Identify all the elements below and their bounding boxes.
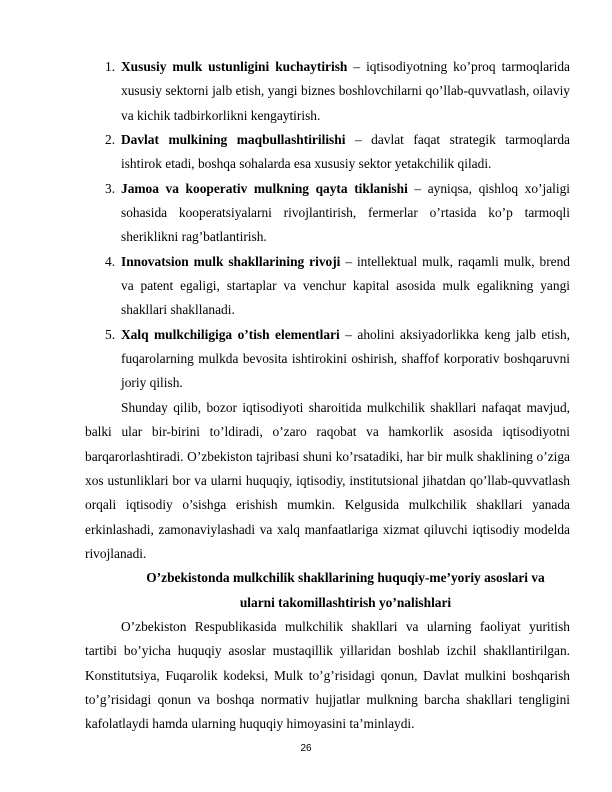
list-item-title: Davlat mulkining maqbullashtirilishi (121, 132, 346, 148)
list-item (85, 55, 570, 128)
list-item (85, 250, 570, 323)
body-paragraph: O’zbekiston Respublikasida mulkchilik shakllari va ularning faoliyat yuritish tartibi bo’yicha huquqiy asoslar mustaqillik yillaridan boshlab izchil shakllantirilgan. Konstitutsiya, Fuqarolik kodeksi, Mulk to’g’risidagi qonun, Davlat mulkini boshqarish to’g’risidagi qonun va boshqa normativ hujjatlar mulkning barcha shakllari tengligini kafolatlaydi hamda ularning huquqiy himoyasini ta’minlaydi. (85, 618, 570, 732)
heading-line: ularni takomillashtirish yo’nalishlari (239, 594, 452, 610)
page-number: 26 (300, 743, 312, 754)
list-number: 3. (105, 180, 116, 196)
document-page (85, 55, 570, 737)
list-item (85, 323, 570, 396)
list-item-title: Xalq mulkchiligiga o’tish elementlari (121, 326, 340, 342)
list-item (85, 128, 570, 177)
list-number: 1. (105, 59, 116, 74)
list-item-text: – davlat faqat strategik tarmoqlarda ishtirok etadi, boshqa sohalarda esa xususiy sektor yetakchilik qiladi. (121, 132, 570, 172)
section-heading (85, 566, 570, 615)
list-number: 4. (105, 253, 116, 269)
list-item-text: – ayniqsa, qishloq xo’jaligi sohasida kooperatsiyalarni rivojlantirish, fermerlar o’rtasida ko’p tarmoqli sheriklikni rag’batlantirish. (121, 180, 570, 245)
list-item (85, 177, 570, 250)
heading-line: O’zbekistonda mulkchilik shakllarining huquqiy-me’yoriy asoslari va (146, 570, 545, 586)
list-item-text: – intellektual mulk, raqamli mulk, brend va patent egaligi, startaplar va venchur kapital asosida mulk egalikning yangi shakllari shakllanadi. (121, 253, 570, 318)
list-item-text: – aholini aksiyadorlikka keng jalb etish, fuqarolarning mulkda bevosita ishtirokini oshirish, shaffof korporativ boshqaruvni joriy qilish. (121, 326, 570, 391)
list-number: 5. (105, 326, 116, 342)
list-item-title: Jamoa va kooperativ mulkning qayta tiklanishi (121, 180, 408, 196)
list-item-title: Xususiy mulk ustunligini kuchaytirish (121, 59, 348, 74)
list-item-title: Innovatsion mulk shakllarining rivoji (121, 253, 341, 269)
body-paragraph: Shunday qilib, bozor iqtisodiyoti sharoitida mulkchilik shakllari nafaqat mavjud, balki ular bir-birini to’ldiradi, o’zaro raqobat va hamkorlik asosida iqtisodiyotni barqarorlashtiradi. O’zbekiston tajribasi shuni ko’rsatadiki, har bir mulk shaklining o’ziga xos ustunliklari bor va ularni huquqiy, iqtisodiy, institutsional jihatdan qo’llab-quvvatlash orqali iqtisodiy o’sishga erishish mumkin. Kelgusida mulkchilik shakllari yanada erkinlashadi, zamonaviylashadi va xalq manfaatlariga xizmat qiluvchi iqtisodiy modelda rivojlanadi. (85, 399, 570, 561)
list-number: 2. (105, 132, 116, 148)
list-item-text: – iqtisodiyotning ko’proq tarmoqlarida xususiy sektorni jalb etish, yangi biznes boshlovchilarni qo’llab-quvvatlash, oilaviy va kichik tadbirkorlikni kengaytirish. (121, 59, 570, 123)
